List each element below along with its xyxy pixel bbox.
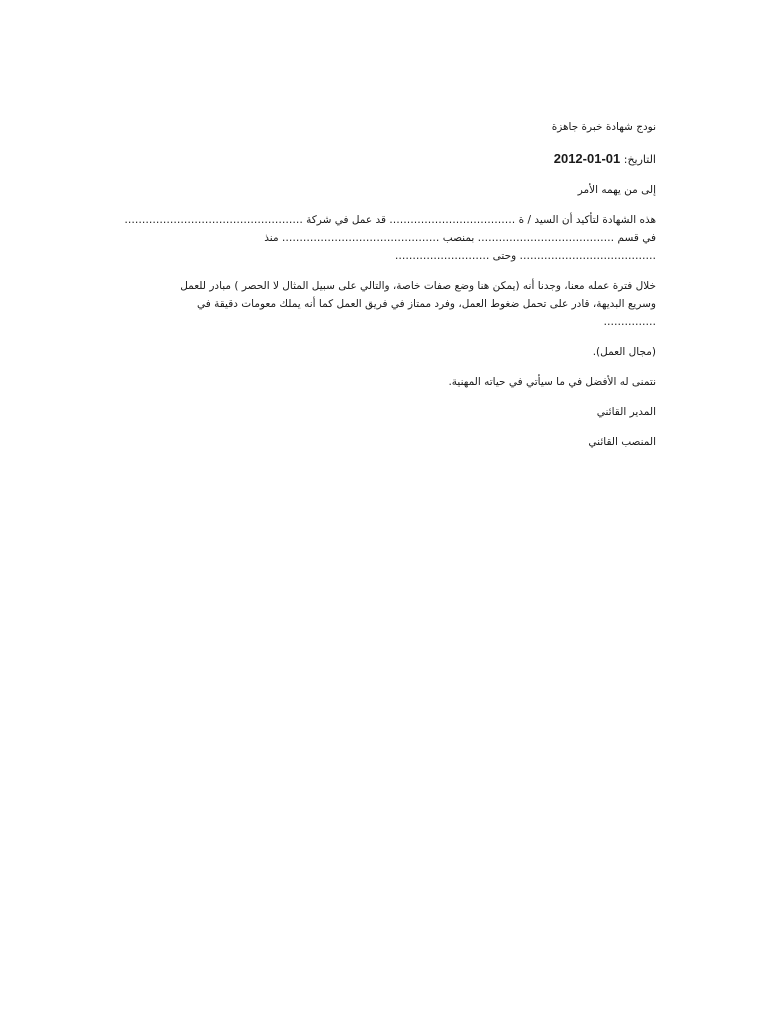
certification-paragraph [120, 211, 656, 265]
document-title: نودج شهادة خبرة جاهزة [551, 121, 656, 133]
evaluation-paragraph [120, 277, 656, 331]
date-value: 2012-01-01 [553, 151, 621, 166]
salutation: إلى من يهمه الأمر [577, 184, 656, 196]
letter-body [120, 118, 656, 451]
position-signature: المنصب القائني [588, 436, 656, 448]
certification-line-3: ………………………………… وحتى ……………………… [394, 250, 656, 262]
date-line [120, 150, 656, 169]
wishes-line: نتمنى له الأفضل في ما سيأتي في حياته المهنية. [448, 376, 656, 388]
evaluation-line-1: خلال فترة عمله معنا، وجدنا أنه (يمكن هنا وضع صفات خاصة، والتالي على سبيل المثال لا الحصر ) مبادر للعمل [180, 280, 656, 292]
certification-line-2: في قسم ………………………………… بمنصب ……………………………………… منذ [264, 232, 656, 244]
date-label: التاريخ: [623, 153, 656, 166]
certification-line-1: هذه الشهادة لتأكيد أن السيد / ة ……………………………… قد عمل في شركة …………………………………………… [124, 214, 656, 226]
evaluation-line-3: …………… [603, 316, 656, 328]
manager-signature: المدير القائني [596, 406, 656, 418]
evaluation-line-2: وسريع البديهة، قادر على تحمل ضغوط العمل، وفرد ممتاز في فريق العمل كما أنه يملك معومات دقيقة في [197, 298, 656, 310]
work-field: (مجال العمل). [592, 346, 656, 358]
